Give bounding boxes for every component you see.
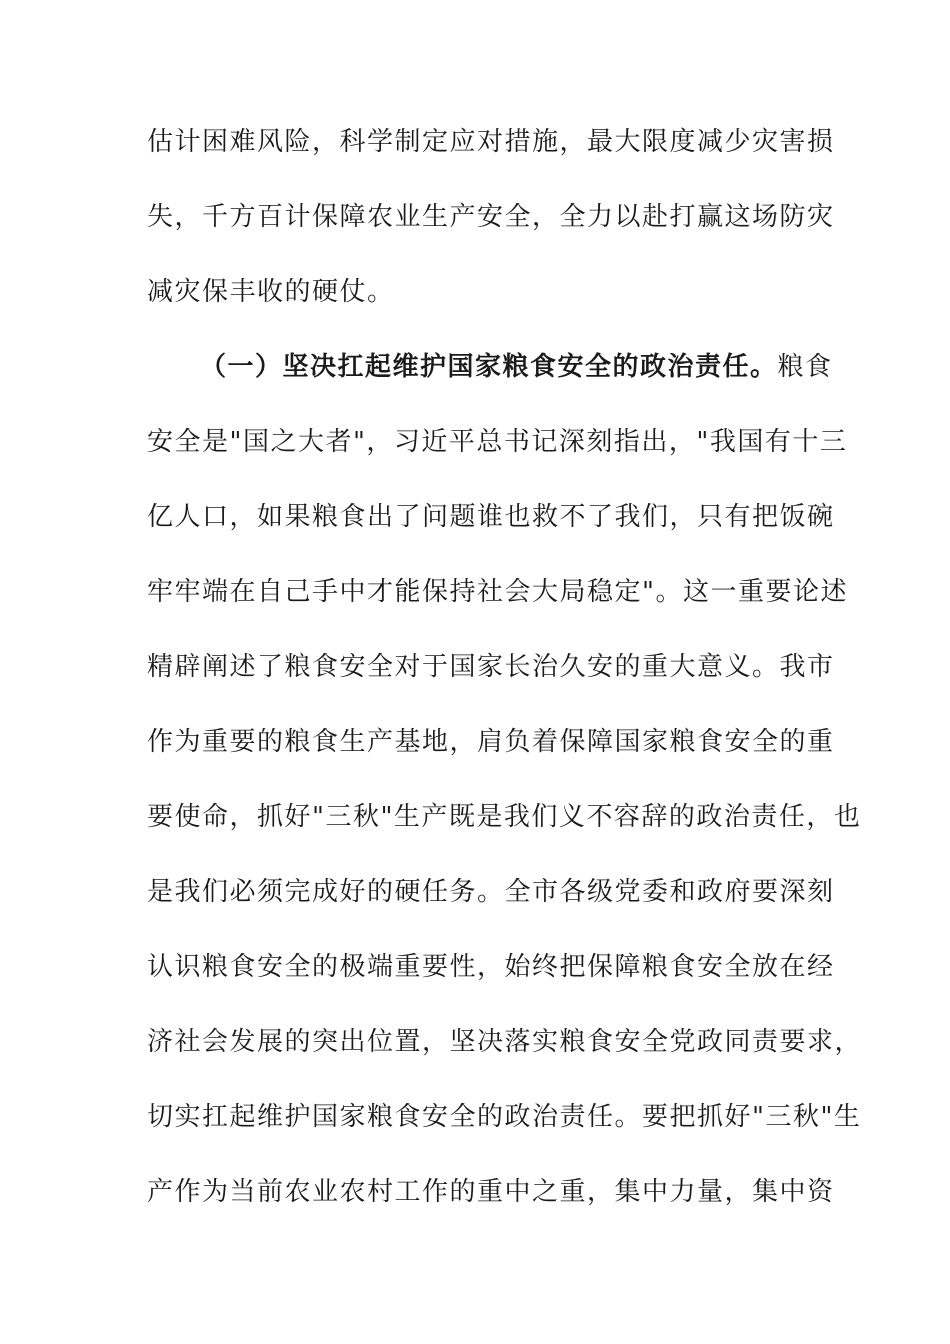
- section-heading-line: [200, 349, 833, 385]
- heading-line-rest: 粮食: [777, 352, 833, 382]
- text-line: 减灾保丰收的硬仗。: [147, 277, 395, 307]
- text-line: 安全是"国之大者"，习近平总书记深刻指出，"我国有十三: [147, 427, 848, 457]
- text-line: 亿人口，如果粮食出了问题谁也救不了我们，只有把饭碗: [147, 502, 835, 532]
- text-line: 要使命，抓好"三秋"生产既是我们义不容辞的政治责任，也: [147, 802, 862, 832]
- section-heading: （一）坚决扛起维护国家粮食安全的政治责任。: [200, 352, 778, 382]
- text-line: 切实扛起维护国家粮食安全的政治责任。要把抓好"三秋"生: [147, 1102, 862, 1132]
- text-line: 失，千方百计保障农业生产安全，全力以赴打赢这场防灾: [147, 202, 835, 232]
- text-line: 牢牢端在自己手中才能保持社会大局稳定"。这一重要论述: [147, 577, 848, 607]
- text-line: 估计困难风险，科学制定应对措施，最大限度减少灾害损: [147, 127, 835, 157]
- text-line: 产作为当前农业农村工作的重中之重，集中力量，集中资: [147, 1177, 835, 1207]
- text-line: 是我们必须完成好的硬任务。全市各级党委和政府要深刻: [147, 877, 835, 907]
- text-line: 认识粮食安全的极端重要性，始终把保障粮食安全放在经: [147, 952, 835, 982]
- text-line: 济社会发展的突出位置，坚决落实粮食安全党政同责要求，: [147, 1027, 863, 1057]
- text-line: 作为重要的粮食生产基地，肩负着保障国家粮食安全的重: [147, 727, 835, 757]
- text-line: 精辟阐述了粮食安全对于国家长治久安的重大意义。我市: [147, 652, 835, 682]
